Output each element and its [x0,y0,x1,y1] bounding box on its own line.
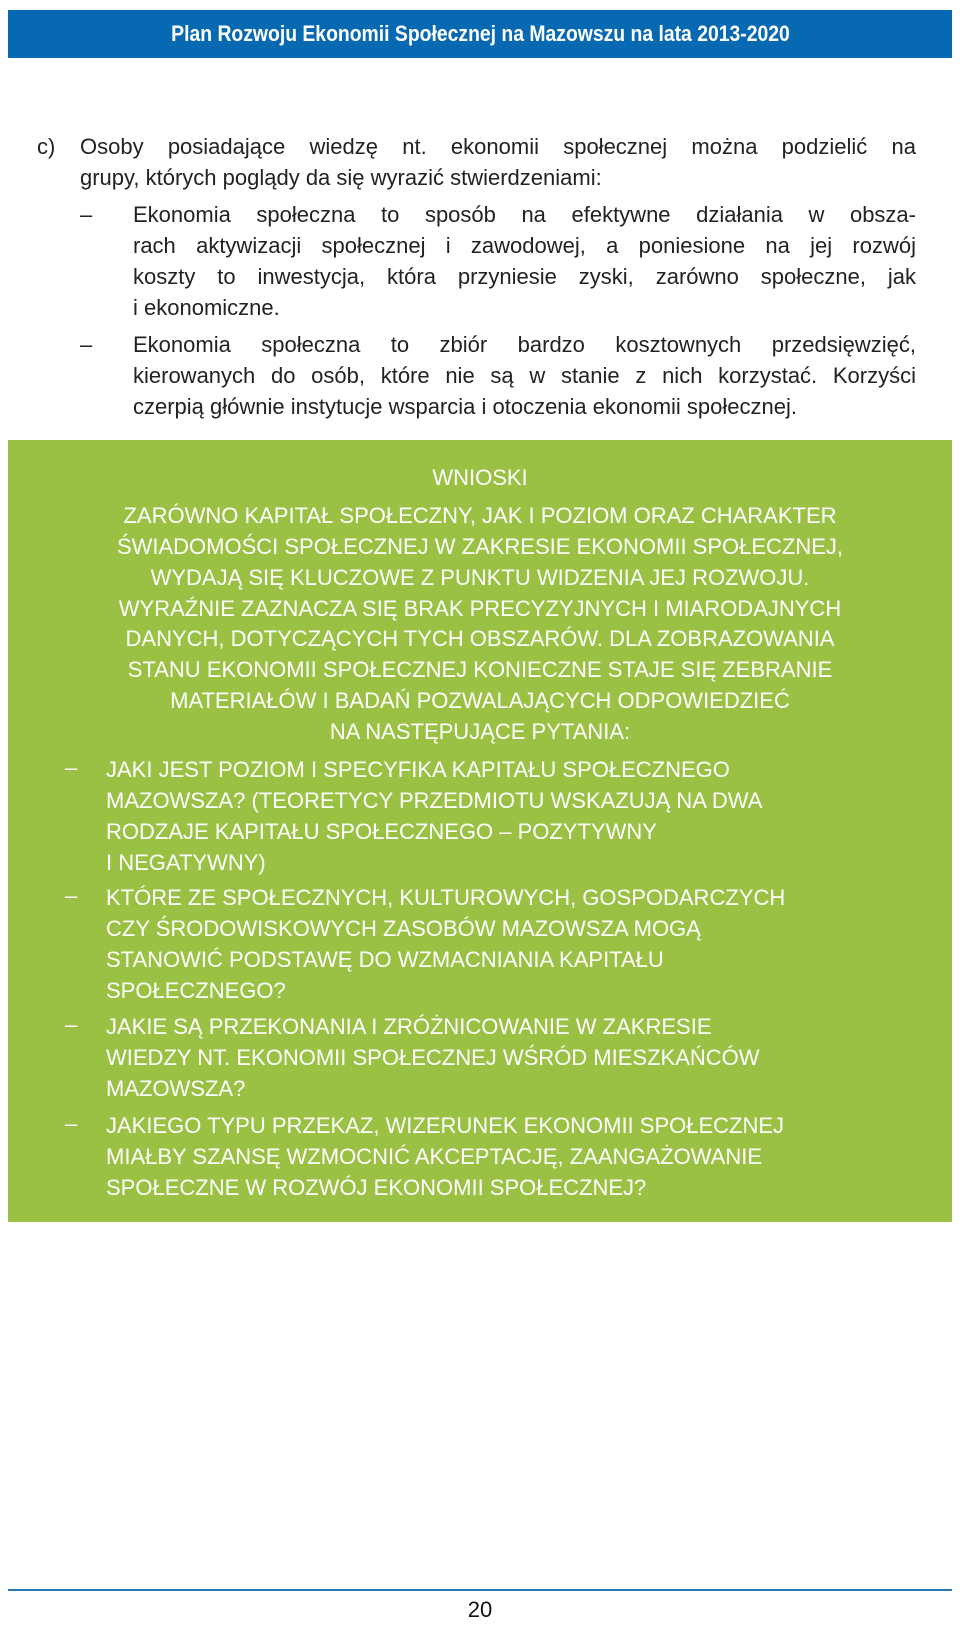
conclusions-box [8,440,952,1222]
text-line: ŚWIADOMOŚCI SPOŁECZNEJ W ZAKRESIE EKONOMII SPOŁECZNEJ, [116,534,844,559]
text-line: CZY ŚRODOWISKOWYCH ZASOBÓW MAZOWSZA MOGĄ [106,916,701,941]
text-line: MAZOWSZA? (TEORETYCY PRZEDMIOTU WSKAZUJĄ NA DWA [106,788,763,813]
question-item [106,1011,760,1104]
text-line: Ekonomia społeczna to sposób na efektywne działania w obsza- [133,202,916,227]
text-line: WYRAŹNIE ZAZNACZA SIĘ BRAK PRECYZYJNYCH I MIARODAJNYCH [118,596,842,621]
list-marker: c) [37,134,56,159]
text-line: JAKIEGO TYPU PRZEKAZ, WIZERUNEK EKONOMII SPOŁECZNEJ [106,1113,785,1138]
text-line: i ekonomiczne. [133,295,280,320]
text-line: WIEDZY NT. EKONOMII SPOŁECZNEJ WŚRÓD MIESZKAŃCÓW [106,1045,760,1070]
text-line: MIAŁBY SZANSĘ WZMOCNIĆ AKCEPTACJĘ, ZAANGAŻOWANIE [106,1144,763,1169]
text-line: ZARÓWNO KAPITAŁ SPOŁECZNY, JAK I POZIOM ORAZ CHARAKTER [123,503,837,528]
dash-bullet: – [65,883,78,908]
dash-bullet: – [65,1012,78,1037]
text-line: NA NASTĘPUJĄCE PYTANIA: [329,719,631,744]
text-line: grupy, których poglądy da się wyrazić stwierdzeniami: [80,165,602,190]
text-line: MATERIAŁÓW I BADAŃ POZWALAJĄCYCH ODPOWIEDZIEĆ [170,688,790,713]
text-line: STANU EKONOMII SPOŁECZNEJ KONIECZNE STAJE SIĘ ZEBRANIE [127,657,833,682]
text-line: RODZAJE KAPITAŁU SPOŁECZNEGO – POZYTYWNY [106,819,657,844]
question-item [106,754,762,878]
dash-bullet: – [65,1111,78,1136]
text-line: JAKIE SĄ PRZEKONANIA I ZRÓŻNICOWANIE W ZAKRESIE [106,1014,712,1039]
text-line: MAZOWSZA? [106,1076,246,1101]
text-line: DANYCH, DOTYCZĄCYCH TYCH OBSZARÓW. DLA ZOBRAZOWANIA [125,626,835,651]
text-line: koszty to inwestycja, która przyniesie zyski, zarówno społeczne, jak [133,264,916,289]
list-item [133,329,916,422]
dash-bullet: – [65,755,78,780]
text-line: SPOŁECZNE W ROZWÓJ EKONOMII SPOŁECZNEJ? [106,1175,647,1200]
text-line: KTÓRE ZE SPOŁECZNYCH, KULTUROWYCH, GOSPODARCZYCH [106,885,786,910]
text-line: rach aktywizacji społecznej i zawodowej, a poniesione na jej rozwój [133,233,916,258]
intro-paragraph [80,131,916,193]
page-number: 20 [467,1597,493,1622]
footer-divider [8,1589,952,1591]
dash-bullet: – [80,332,93,357]
text-line: kierowanych do osób, które nie są w stanie z nich korzystać. Korzyści [133,363,916,388]
text-line: JAKI JEST POZIOM I SPECYFIKA KAPITAŁU SPOŁECZNEGO [106,757,730,782]
question-item [106,882,785,1006]
header-title: Plan Rozwoju Ekonomii Społecznej na Mazowszu na lata 2013-2020 [170,21,790,46]
text-line: I NEGATYWNY) [106,850,266,875]
text-line: Osoby posiadające wiedzę nt. ekonomii społecznej można podzielić na [80,134,916,159]
dash-bullet: – [80,202,93,227]
text-line: STANOWIĆ PODSTAWĘ DO WZMACNIANIA KAPITAŁU [106,947,664,972]
text-line: czerpią głównie instytucje wsparcia i otoczenia ekonomii społecznej. [133,394,797,419]
text-line: WYDAJĄ SIĘ KLUCZOWE Z PUNKTU WIDZENIA JEJ ROZWOJU. [150,565,810,590]
list-item [133,199,916,323]
question-item [106,1110,784,1203]
text-line: SPOŁECZNEGO? [106,978,286,1003]
text-line: Ekonomia społeczna to zbiór bardzo kosztownych przedsięwzięć, [133,332,916,357]
running-header [8,10,952,58]
conclusions-title: WNIOSKI [432,465,528,490]
